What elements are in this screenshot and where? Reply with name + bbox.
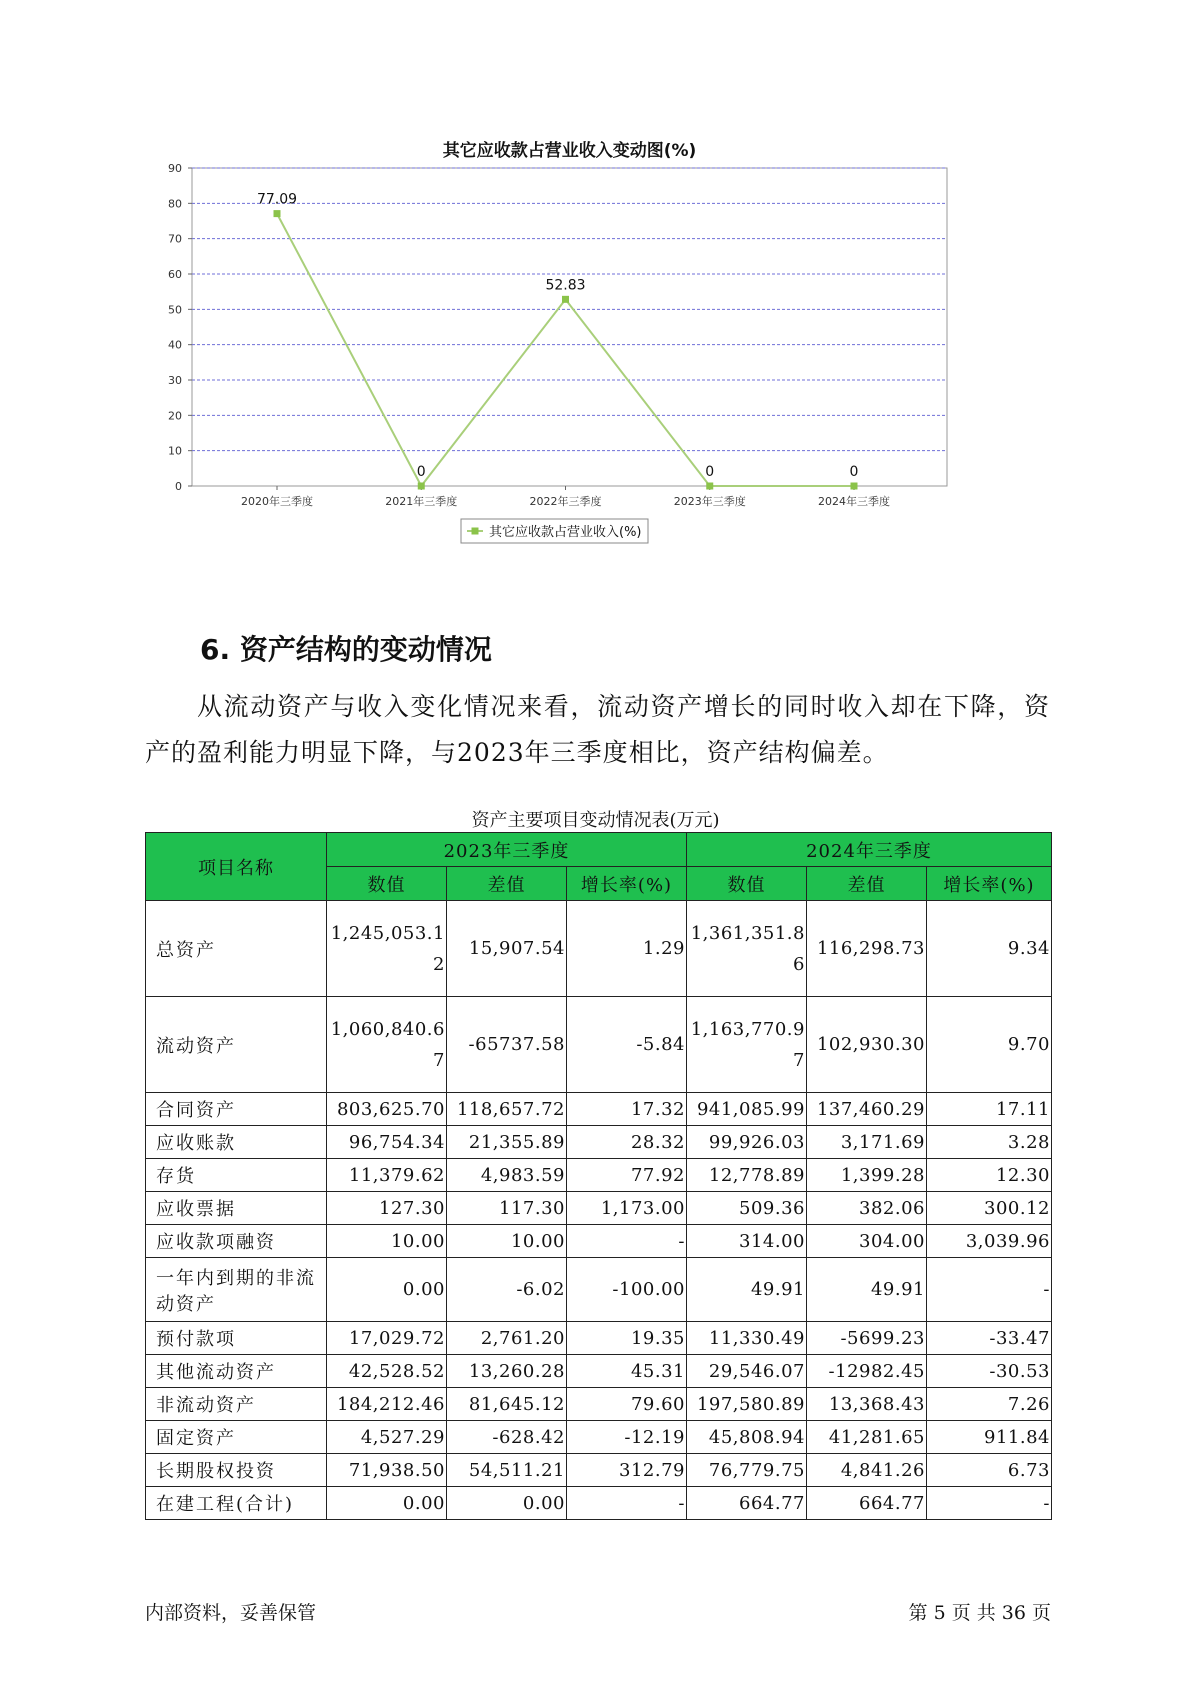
table-cell: 2,761.20 — [447, 1322, 567, 1355]
y-tick-label: 40 — [168, 338, 182, 352]
x-tick-label: 2020年三季度 — [241, 495, 313, 508]
table-cell: 4,841.26 — [807, 1454, 927, 1487]
table-cell: 49.91 — [807, 1258, 927, 1322]
row-item-name: 一年内到期的非流动资产 — [146, 1258, 327, 1322]
x-tick-label: 2024年三季度 — [818, 495, 890, 508]
table-cell: 3.28 — [927, 1126, 1052, 1159]
table-cell: 12,778.89 — [687, 1159, 807, 1192]
table-cell: 19.35 — [567, 1322, 687, 1355]
data-label: 0 — [416, 464, 426, 480]
row-item-name: 合同资产 — [146, 1093, 327, 1126]
table-cell: -12.19 — [567, 1421, 687, 1454]
chart-title: 其它应收款占营业收入变动图(%) — [442, 141, 697, 161]
table-cell: -65737.58 — [447, 997, 567, 1093]
row-item-name: 应收账款 — [146, 1126, 327, 1159]
table-cell: 1,060,840.67 — [327, 997, 447, 1093]
table-cell: 184,212.46 — [327, 1388, 447, 1421]
table-cell: 803,625.70 — [327, 1093, 447, 1126]
table-row — [146, 1487, 1052, 1520]
table-cell: 118,657.72 — [447, 1093, 567, 1126]
table-cell: 11,379.62 — [327, 1159, 447, 1192]
table-cell: 3,171.69 — [807, 1126, 927, 1159]
header-value-2024: 数值 — [687, 867, 807, 901]
table-row — [146, 901, 1052, 997]
table-cell: -12982.45 — [807, 1355, 927, 1388]
table-caption: 资产主要项目变动情况表(万元) — [471, 810, 720, 831]
y-tick-label: 0 — [175, 480, 182, 493]
y-tick-label: 90 — [168, 162, 182, 175]
y-tick-label: 60 — [168, 268, 182, 281]
table-cell: - — [567, 1225, 687, 1258]
x-tick-label: 2023年三季度 — [673, 495, 746, 508]
table-cell: 116,298.73 — [807, 901, 927, 997]
table-cell: 304.00 — [807, 1225, 927, 1258]
table-cell: 17.11 — [927, 1093, 1052, 1126]
table-cell: 17.32 — [567, 1093, 687, 1126]
table-cell: 0.00 — [327, 1258, 447, 1322]
section-paragraph: 从流动资产与收入变化情况来看，流动资产增长的同时收入却在下降，资产的盈利能力明显下降，与2023年三季度相比，资产结构偏差。 — [145, 692, 1050, 767]
table-cell: 1.29 — [567, 901, 687, 997]
y-tick-label: 10 — [168, 444, 182, 458]
table-cell: 0.00 — [327, 1487, 447, 1520]
table-cell: 81,645.12 — [447, 1388, 567, 1421]
footer-page-number: 第 5 页 共 36 页 — [908, 1602, 1051, 1624]
table-cell: 7.26 — [927, 1388, 1052, 1421]
table-cell: 15,907.54 — [447, 901, 567, 997]
plot-area — [192, 168, 947, 486]
footer-confidential-note: 内部资料，妥善保管 — [145, 1602, 317, 1624]
line-chart — [0, 0, 1191, 600]
row-item-name: 固定资产 — [146, 1421, 327, 1454]
table-cell: 312.79 — [567, 1454, 687, 1487]
table-cell: 1,399.28 — [807, 1159, 927, 1192]
table-cell: 1,163,770.97 — [687, 997, 807, 1093]
table-row — [146, 997, 1052, 1093]
table-cell: 54,511.21 — [447, 1454, 567, 1487]
table-body — [146, 901, 1052, 1520]
row-item-name: 存货 — [146, 1159, 327, 1192]
table-cell: 0.00 — [447, 1487, 567, 1520]
table-cell: 664.77 — [687, 1487, 807, 1520]
table-cell: 382.06 — [807, 1192, 927, 1225]
table-cell: 1,173.00 — [567, 1192, 687, 1225]
table-cell: 9.34 — [927, 901, 1052, 997]
header-diff-2023: 差值 — [447, 867, 567, 901]
table-cell: - — [567, 1487, 687, 1520]
table-cell: - — [927, 1487, 1052, 1520]
x-tick-label: 2022年三季度 — [529, 495, 602, 508]
table-cell: 911.84 — [927, 1421, 1052, 1454]
row-item-name: 长期股权投资 — [146, 1454, 327, 1487]
row-item-name: 非流动资产 — [146, 1388, 327, 1421]
asset-change-table — [145, 832, 1052, 1520]
header-growth-2024: 增长率(%) — [927, 867, 1052, 901]
table-cell: 314.00 — [687, 1225, 807, 1258]
table-cell: 21,355.89 — [447, 1126, 567, 1159]
header-item-name: 项目名称 — [146, 833, 327, 901]
row-item-name: 预付款项 — [146, 1322, 327, 1355]
table-cell: 99,926.03 — [687, 1126, 807, 1159]
x-tick-label: 2021年三季度 — [385, 495, 458, 508]
table-cell: - — [927, 1258, 1052, 1322]
row-item-name: 总资产 — [146, 901, 327, 997]
table-cell: 42,528.52 — [327, 1355, 447, 1388]
table-cell: 102,930.30 — [807, 997, 927, 1093]
table-cell: 509.36 — [687, 1192, 807, 1225]
y-tick-label: 70 — [168, 232, 182, 246]
table-cell: 13,260.28 — [447, 1355, 567, 1388]
table-cell: 11,330.49 — [687, 1322, 807, 1355]
table-cell: 45.31 — [567, 1355, 687, 1388]
table-row — [146, 1454, 1052, 1487]
table-cell: 3,039.96 — [927, 1225, 1052, 1258]
legend-marker — [472, 528, 479, 535]
table-row — [146, 1355, 1052, 1388]
row-item-name: 在建工程(合计) — [146, 1487, 327, 1520]
table-cell: 664.77 — [807, 1487, 927, 1520]
table-cell: 12.30 — [927, 1159, 1052, 1192]
table-cell: 6.73 — [927, 1454, 1052, 1487]
data-label: 0 — [705, 464, 715, 480]
y-tick-label: 20 — [168, 409, 182, 423]
table-cell: -5.84 — [567, 997, 687, 1093]
table-row — [146, 1192, 1052, 1225]
table-cell: 77.92 — [567, 1159, 687, 1192]
data-point — [851, 483, 858, 490]
data-point — [706, 483, 713, 490]
table-row — [146, 1093, 1052, 1126]
table-cell: -30.53 — [927, 1355, 1052, 1388]
row-item-name: 应收票据 — [146, 1192, 327, 1225]
data-label: 52.83 — [545, 277, 586, 294]
table-cell: 41,281.65 — [807, 1421, 927, 1454]
table-row — [146, 1225, 1052, 1258]
table-cell: 9.70 — [927, 997, 1052, 1093]
header-growth-2023: 增长率(%) — [567, 867, 687, 901]
table-cell: 17,029.72 — [327, 1322, 447, 1355]
legend-label: 其它应收款占营业收入(%) — [489, 525, 642, 540]
table-cell: 13,368.43 — [807, 1388, 927, 1421]
header-period-2024: 2024年三季度 — [687, 833, 1052, 867]
data-point — [274, 210, 281, 217]
table-cell: 79.60 — [567, 1388, 687, 1421]
section-heading: 6. 资产结构的变动情况 — [200, 633, 492, 666]
table-cell: 4,527.29 — [327, 1421, 447, 1454]
table-cell: 45,808.94 — [687, 1421, 807, 1454]
table-cell: -628.42 — [447, 1421, 567, 1454]
table-cell: 300.12 — [927, 1192, 1052, 1225]
table-row — [146, 1421, 1052, 1454]
table-cell: 127.30 — [327, 1192, 447, 1225]
row-item-name: 其他流动资产 — [146, 1355, 327, 1388]
table-cell: 71,938.50 — [327, 1454, 447, 1487]
table-cell: -100.00 — [567, 1258, 687, 1322]
y-tick-label: 30 — [168, 374, 182, 387]
data-label: 77.09 — [256, 191, 298, 208]
table-cell: 117.30 — [447, 1192, 567, 1225]
header-diff-2024: 差值 — [807, 867, 927, 901]
table-cell: 4,983.59 — [447, 1159, 567, 1192]
data-label: 0 — [849, 464, 859, 480]
table-cell: 1,245,053.12 — [327, 901, 447, 997]
chart-container — [0, 0, 1191, 600]
table-cell: 10.00 — [327, 1225, 447, 1258]
row-item-name: 应收款项融资 — [146, 1225, 327, 1258]
table-cell: 49.91 — [687, 1258, 807, 1322]
table-cell: 10.00 — [447, 1225, 567, 1258]
table-row — [146, 1159, 1052, 1192]
table-cell: 96,754.34 — [327, 1126, 447, 1159]
table-cell: 137,460.29 — [807, 1093, 927, 1126]
table-cell: 941,085.99 — [687, 1093, 807, 1126]
y-tick-label: 80 — [168, 197, 182, 211]
table-cell: 1,361,351.86 — [687, 901, 807, 997]
table-row — [146, 1388, 1052, 1421]
header-period-2023: 2023年三季度 — [327, 833, 687, 867]
table-cell: 28.32 — [567, 1126, 687, 1159]
table-cell: 29,546.07 — [687, 1355, 807, 1388]
table-row — [146, 1126, 1052, 1159]
data-point — [418, 483, 425, 490]
table-cell: -6.02 — [447, 1258, 567, 1322]
row-item-name: 流动资产 — [146, 997, 327, 1093]
y-tick-label: 50 — [168, 303, 182, 317]
table-cell: 197,580.89 — [687, 1388, 807, 1421]
table-cell: -33.47 — [927, 1322, 1052, 1355]
table-row — [146, 1258, 1052, 1322]
table-cell: -5699.23 — [807, 1322, 927, 1355]
header-value-2023: 数值 — [327, 867, 447, 901]
table-row — [146, 1322, 1052, 1355]
data-point — [562, 296, 569, 303]
table-cell: 76,779.75 — [687, 1454, 807, 1487]
